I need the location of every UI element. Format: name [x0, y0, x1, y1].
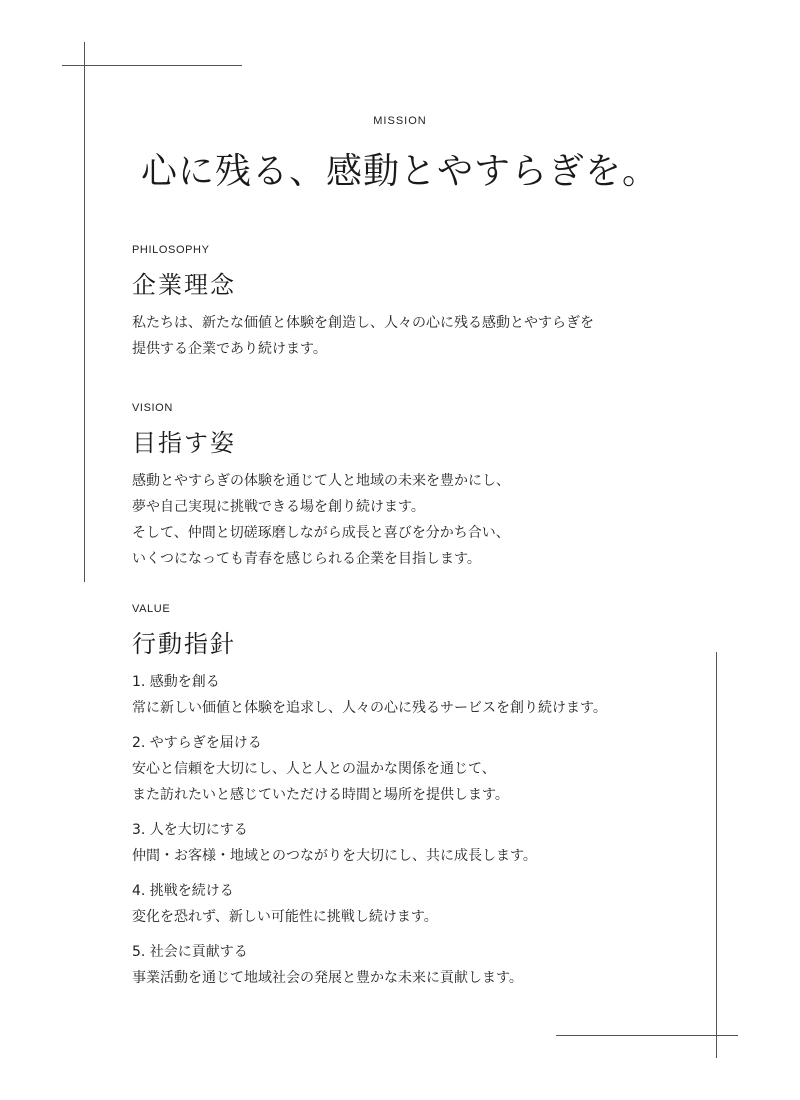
- corner-line-top-horizontal: [62, 65, 242, 66]
- value-item-text: 仲間・お客様・地域とのつながりを大切にし、共に成長します。: [132, 848, 537, 864]
- philosophy-text: [132, 310, 732, 362]
- vision-text: [132, 468, 732, 572]
- vision-section: [132, 402, 732, 572]
- value-item-text: 変化を恐れず、新しい可能性に挑戦し続けます。: [132, 909, 438, 925]
- mission-title: 心に残る、感動とやすらぎを。: [140, 151, 659, 192]
- value-item-title: 5. 社会に貢献する: [132, 944, 248, 960]
- value-label: VALUE: [132, 603, 171, 615]
- text-line: 夢や自己実現に挑戦できる場を創り続けます。: [132, 499, 425, 515]
- text-line: 私たちは、新たな価値と体験を創造し、人々の心に残る感動とやすらぎを: [132, 315, 594, 331]
- value-item: [132, 669, 732, 721]
- value-item: [132, 878, 732, 930]
- value-item-text: また訪れたいと感じていただける時間と場所を提供します。: [132, 787, 509, 803]
- value-item: [132, 730, 732, 808]
- value-item: [132, 939, 732, 991]
- value-item-text: 事業活動を通じて地域社会の発展と豊かな未来に貢献します。: [132, 970, 523, 986]
- corner-line-bottom-horizontal: [556, 1035, 738, 1036]
- vision-label: VISION: [132, 402, 173, 414]
- text-line: 感動とやすらぎの体験を通じて人と地域の未来を豊かにし、: [132, 473, 510, 489]
- value-item-title: 1. 感動を創る: [132, 674, 220, 690]
- value-item-title: 3. 人を大切にする: [132, 822, 248, 838]
- value-heading: 行動指針: [132, 630, 236, 658]
- text-line: そして、仲間と切磋琢磨しながら成長と喜びを分かち合い、: [132, 525, 510, 541]
- philosophy-section: [132, 244, 732, 362]
- philosophy-heading: 企業理念: [132, 271, 236, 299]
- mission-label: MISSION: [373, 115, 427, 127]
- vision-heading: 目指す姿: [132, 429, 236, 457]
- value-section: [132, 603, 732, 1000]
- text-line: いくつになっても青春を感じられる企業を目指します。: [132, 551, 481, 567]
- text-line: 提供する企業であり続けます。: [132, 341, 327, 357]
- value-item-text: 安心と信頼を大切にし、人と人との温かな関係を通じて、: [132, 761, 496, 777]
- philosophy-label: PHILOSOPHY: [132, 244, 210, 256]
- value-item-text: 常に新しい価値と体験を追求し、人々の心に残るサービスを創り続けます。: [132, 700, 607, 716]
- value-item-title: 2. やすらぎを届ける: [132, 735, 262, 751]
- value-item: [132, 817, 732, 869]
- value-item-title: 4. 挑戦を続ける: [132, 883, 234, 899]
- value-list: [132, 669, 732, 991]
